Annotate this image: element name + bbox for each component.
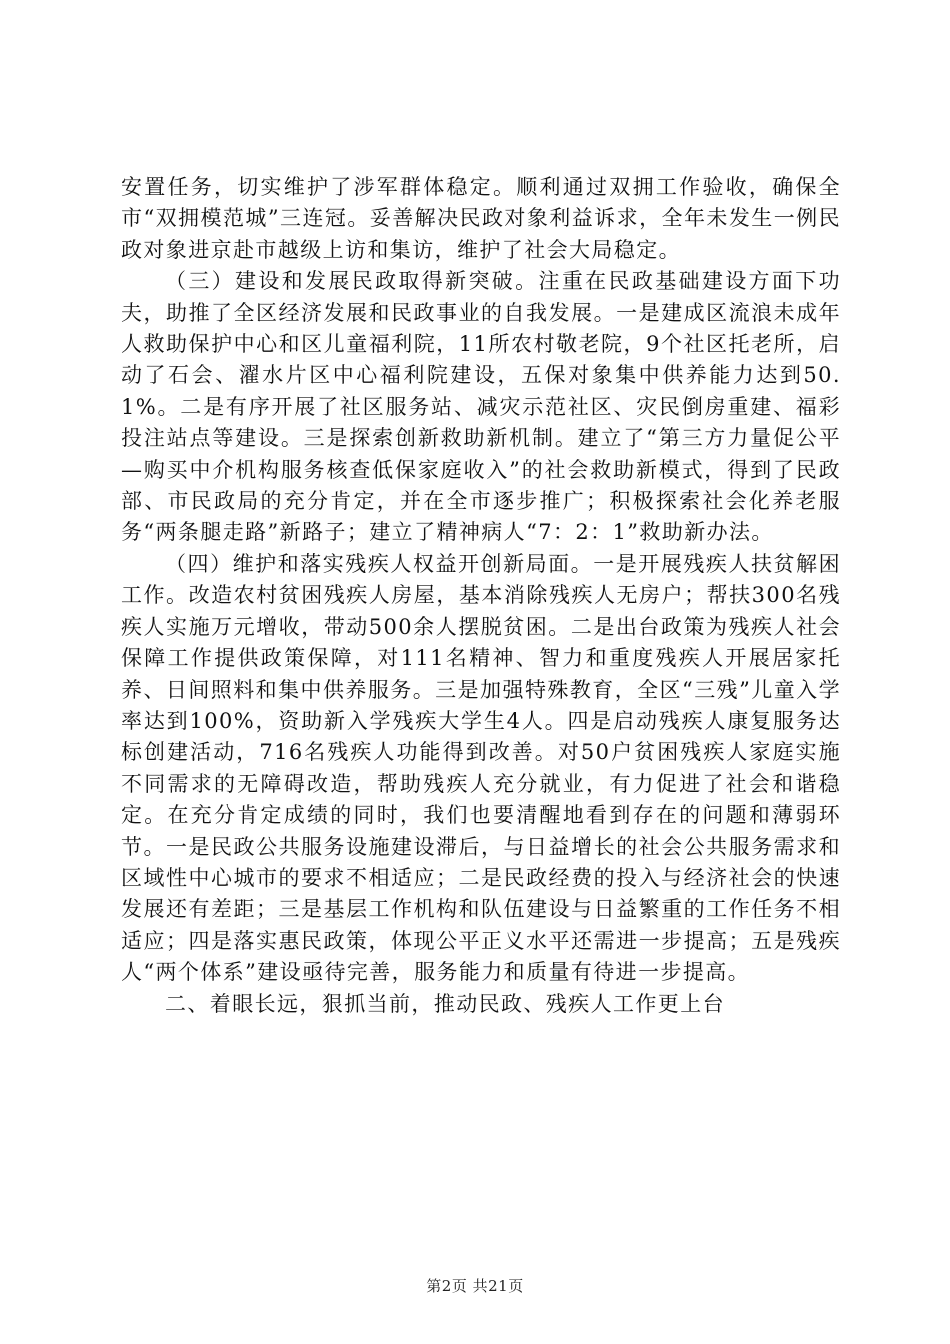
paragraph-heading-two: 二、着眼长远，狠抓当前，推动民政、残疾人工作更上台 [165, 991, 725, 1016]
paragraph-continuation: 安置任务，切实维护了涉军群体稳定。顺利通过双拥工作验收，确保全市“双拥模范城”三连冠。妥善解决民政对象利益诉求，全年未发生一例民政对象进京赴市越级上访和集访，维护了社会大局稳定。 [121, 175, 841, 262]
page-footer: 第2页 共21页 [426, 1277, 524, 1295]
paragraph-section-four: （四）维护和落实残疾人权益开创新局面。一是开展残疾人扶贫解困工作。改造农村贫困残疾人房屋，基本消除残疾人无房户；帮扶300名残疾人实施万元增收，带动500余人摆脱贫困。二是出台政策为残疾人社会保障工作提供政策保障，对111名精神、智力和重度残疾人开展居家托养、日间照料和集中供养服务。三是加强特殊教育，全区“三残”儿童入学率达到100%，资助新入学残疾大学生4人。四是启动残疾人康复服务达标创建活动，716名残疾人功能得到改善。对50户贫困残疾人家庭实施不同需求的无障碍改造，帮助残疾人充分就业，有力促进了社会和谐稳定。在充分肯定成绩的同时，我们也要清醒地看到存在的问题和薄弱环节。一是民政公共服务设施建设滞后，与日益增长的社会公共服务需求和区域性中心城市的要求不相适应；二是民政经费的投入与经济社会的快速发展还有差距；三是基层工作机构和队伍建设与日益繁重的工作任务不相适应；四是落实惠民政策，体现公平正义水平还需进一步提高；五是残疾人“两个体系”建设亟待完善，服务能力和质量有待进一步提高。 [121, 551, 841, 985]
paragraph-section-three: （三）建设和发展民政取得新突破。注重在民政基础建设方面下功夫，助推了全区经济发展和民政事业的自我发展。一是建成区流浪未成年人救助保护中心和区儿童福利院，11所农村敬老院，9个社区托老所，启动了石会、濯水片区中心福利院建设，五保对象集中供养能力达到50.1%。二是有序开展了社区服务站、减灾示范社区、灾民倒房重建、福彩投注站点等建设。三是探索创新救助新机制。建立了“第三方力量促公平—购买中介机构服务核查低保家庭收入”的社会救助新模式，得到了民政部、市民政局的充分肯定，并在全市逐步推广；积极探索社会化养老服务“两条腿走路”新路子；建立了精神病人“7：2：1”救助新办法。 [121, 269, 841, 545]
document-body [121, 172, 841, 1020]
